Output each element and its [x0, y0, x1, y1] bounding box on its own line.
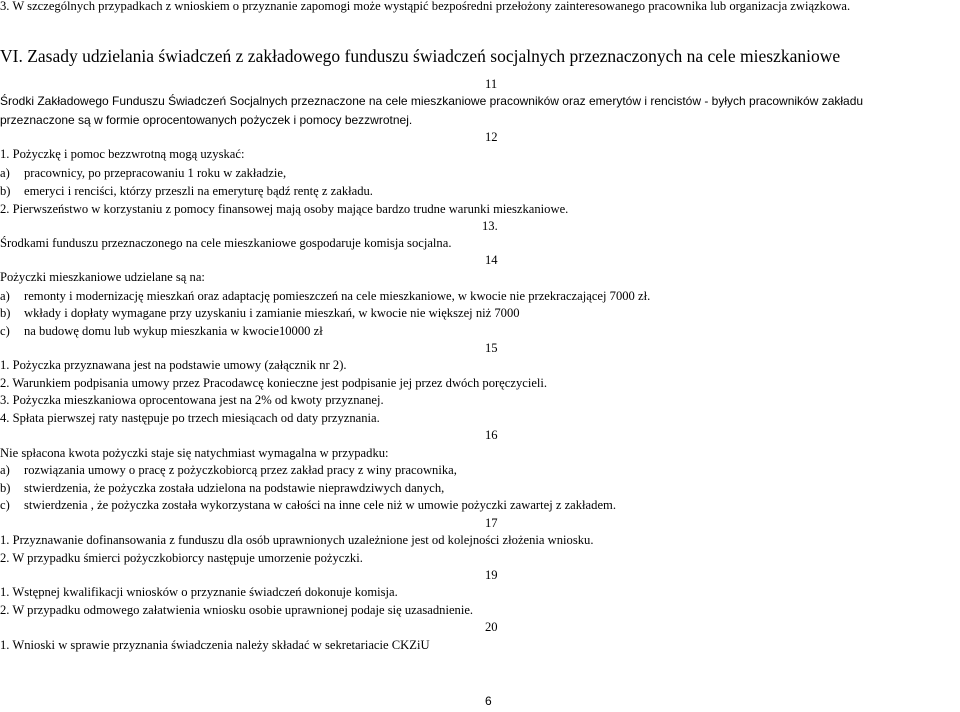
paragraph-number-14: 14: [485, 253, 498, 267]
item-text: emeryci i renciści, którzy przeszli na emeryturę bądź rentę z zakładu.: [24, 184, 373, 198]
s12-point-2: 2. Pierwszeństwo w korzystaniu z pomocy finansowej mają osoby mające bardzo trudne warunki mieszkaniowe.: [0, 202, 569, 216]
s14-item-b: [0, 306, 520, 321]
s16-item-b: [0, 481, 444, 496]
paragraph-number-20: 20: [485, 620, 498, 634]
s19-line-2: 2. W przypadku odmowego załatwienia wniosku osobie uprawnionej podaje się uzasadnienie.: [0, 603, 474, 617]
item-label: b): [0, 306, 11, 320]
paragraph-number-11: 11: [485, 77, 498, 91]
point-3-line: 3. W szczególnych przypadkach z wnioskiem o przyznanie zapomogi może wystąpić bezpośredni przełożony zainteresowanego pracownika lub organizacja związkowa.: [0, 0, 851, 13]
s20-line-1: 1. Wnioski w sprawie przyznania świadczenia należy składać w sekretariacie CKZiU: [0, 638, 430, 652]
paragraph-number-16: 16: [485, 428, 498, 442]
paragraph-number-17: 17: [485, 516, 498, 530]
item-text: remonty i modernizację mieszkań oraz adaptację pomieszczeń na cele mieszkaniowe, w kwocie nie przekraczającej 7000 zł.: [24, 289, 651, 303]
s16-item-c: [0, 498, 616, 513]
s14-intro: Pożyczki mieszkaniowe udzielane są na:: [0, 270, 205, 284]
item-label: a): [0, 289, 10, 303]
s15-line-1: 1. Pożyczka przyznawana jest na podstawie umowy (załącznik nr 2).: [0, 358, 347, 372]
paragraph-number-19: 19: [485, 568, 498, 582]
s11-line-1: Środki Zakładowego Funduszu Świadczeń Socjalnych przeznaczone na cele mieszkaniowe pracowników oraz emerytów i rencistów - byłych pracowników zakładu: [0, 94, 864, 108]
item-text: na budowę domu lub wykup mieszkania w kwocie10000 zł: [24, 324, 323, 338]
s15-line-4: 4. Spłata pierwszej raty następuje po trzech miesiącach od daty przyznania.: [0, 411, 380, 425]
s13-text: Środkami funduszu przeznaczonego na cele mieszkaniowe gospodaruje komisja socjalna.: [0, 236, 452, 250]
s14-item-a: [0, 289, 650, 304]
s16-item-a: [0, 463, 457, 478]
s17-line-2: 2. W przypadku śmierci pożyczkobiorcy następuje umorzenie pożyczki.: [0, 551, 363, 565]
paragraph-number-15: 15: [485, 341, 498, 355]
s16-intro: Nie spłacona kwota pożyczki staje się natychmiast wymagalna w przypadku:: [0, 446, 389, 460]
s14-item-c: [0, 324, 323, 339]
s15-line-3: 3. Pożyczka mieszkaniowa oprocentowana jest na 2% od kwoty przyznanej.: [0, 393, 384, 407]
s15-line-2: 2. Warunkiem podpisania umowy przez Pracodawcę konieczne jest podpisanie jej przez dwóch poręczycieli.: [0, 376, 548, 390]
page-number: 6: [485, 694, 492, 708]
paragraph-number-13: 13.: [482, 219, 498, 233]
s12-item-a: [0, 166, 286, 181]
item-label: a): [0, 166, 10, 180]
item-label: a): [0, 463, 10, 477]
s12-point-1: 1. Pożyczkę i pomoc bezzwrotną mogą uzyskać:: [0, 147, 245, 161]
item-text: stwierdzenia , że pożyczka została wykorzystana w całości na inne cele niż w umowie pożyczki zawartej z zakładem.: [24, 498, 616, 512]
s17-line-1: 1. Przyznawanie dofinansowania z funduszu dla osób uprawnionych uzależnione jest od kolejności złożenia wniosku.: [0, 533, 594, 547]
item-label: b): [0, 481, 11, 495]
item-label: c): [0, 324, 10, 338]
item-text: stwierdzenia, że pożyczka została udzielona na podstawie nieprawdziwych danych,: [24, 481, 445, 495]
item-text: pracownicy, po przepracowaniu 1 roku w zakładzie,: [24, 166, 287, 180]
item-text: rozwiązania umowy o pracę z pożyczkobiorcą przez zakład pracy z winy pracownika,: [24, 463, 457, 477]
s19-line-1: 1. Wstępnej kwalifikacji wniosków o przyznanie świadczeń dokonuje komisja.: [0, 585, 398, 599]
item-label: c): [0, 498, 10, 512]
s11-line-2: przeznaczone są w formie oprocentowanych pożyczek i pomocy bezzwrotnej.: [0, 113, 413, 127]
section-title: VI. Zasady udzielania świadczeń z zakładowego funduszu świadczeń socjalnych przeznaczonych na cele mieszkaniowe: [0, 46, 841, 66]
s12-item-b: [0, 184, 373, 199]
item-text: wkłady i dopłaty wymagane przy uzyskaniu i zamianie mieszkań, w kwocie nie większej niż 7000: [24, 306, 520, 320]
paragraph-number-12: 12: [485, 130, 498, 144]
item-label: b): [0, 184, 11, 198]
